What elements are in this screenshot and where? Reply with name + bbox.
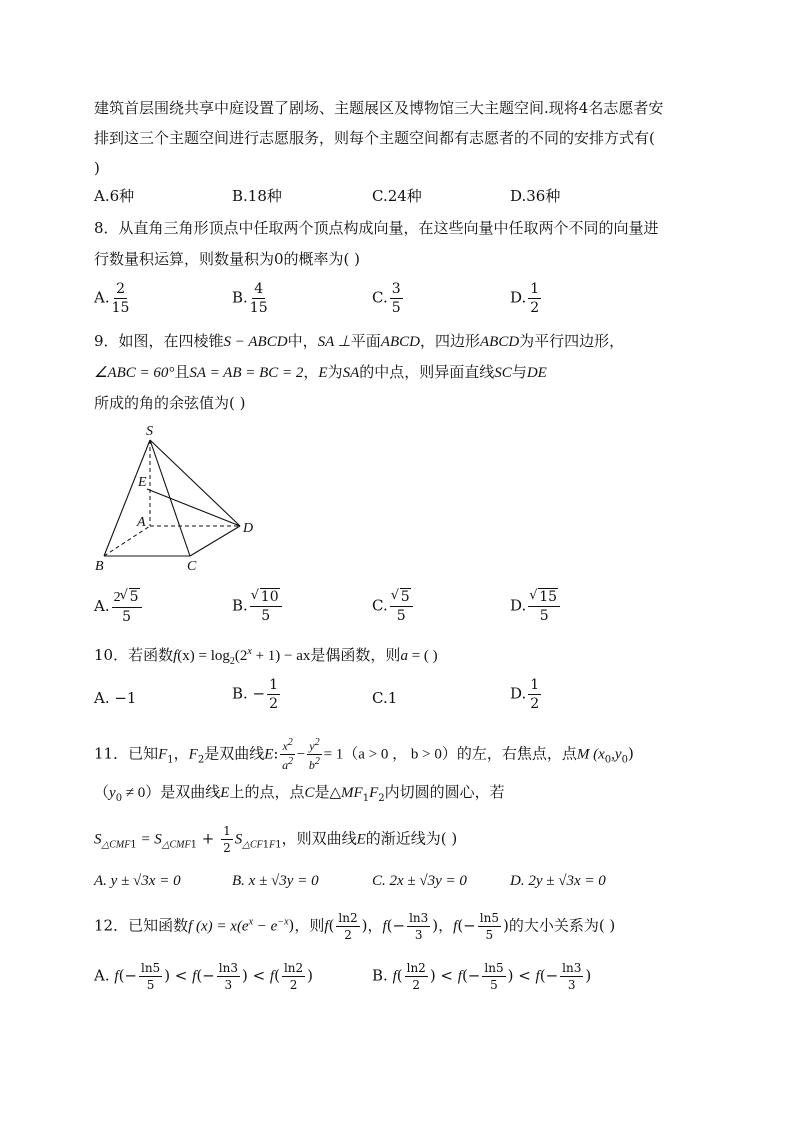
q11-line-2: $(y_0 \ne 0)$是双曲线E上的点，点C是$\triangle MF_1F_2$内切圆的圆心，若 bbox=[94, 783, 505, 804]
q7-option-b: B.18种 bbox=[232, 187, 282, 205]
label-c: C bbox=[187, 559, 197, 574]
q11-line-1: 11．已知$F_1$，$F_2$是双曲线E: $\frac{x^2}{a^2}$ − $\frac{y^2}{b^2}$ = 1（a > 0 ， b > 0）的左，右焦点，点M $(x_0,y_0)$ bbox=[94, 737, 634, 772]
q8-option-b: B. $\frac{4}{15}$ bbox=[232, 281, 268, 316]
q8-option-c: C. $\frac{3}{5}$ bbox=[372, 281, 401, 316]
pyramid-figure bbox=[92, 422, 272, 574]
edge-cd bbox=[190, 526, 240, 556]
label-e: E bbox=[138, 475, 147, 490]
q8-option-a: A. $\frac{2}{15}$ bbox=[94, 281, 130, 316]
q12-line-1: 12．已知函数f $(x) = x(e^x - e^{-x})$，则f( $\frac{\ln 2}{2}$ )，f(− $\frac{\ln 3}{3}$ )，f(− $\frac{\ln 5}{5}$ )的大小关系为( ) bbox=[94, 911, 616, 942]
q11-line-3: $S_{\triangle CMF1} = S_{\triangle CMF1}$ + $\frac{1}{2}$ $S_{\triangle CF1F1}$，则双曲线E的渐近线为( ) bbox=[94, 824, 458, 855]
q10-option-d: D. $\frac{1}{2}$ bbox=[510, 677, 540, 712]
q9-option-c: C. √ $\frac{5}{5}$ bbox=[372, 590, 415, 623]
q7-line-1: 建筑首层围绕共享中庭设置了剧场、主题展区及博物馆三大主题空间.现将4名志愿者安 bbox=[94, 99, 664, 117]
q12-option-a: A. f(− $\frac{\ln 5}{5}$ ) < f(− $\frac{\ln 3}{3}$ ) < f( $\frac{\ln 2}{2}$ ) bbox=[94, 961, 314, 992]
q11-option-d: D. 2y ± √3x = 0 bbox=[510, 873, 606, 889]
label-s: S bbox=[146, 424, 153, 439]
edge-sb bbox=[104, 440, 150, 556]
label-a: A bbox=[137, 515, 146, 530]
q11-option-a: A. y ± √3x = 0 bbox=[94, 873, 181, 889]
q7-option-c: C.24种 bbox=[372, 187, 422, 205]
q9-line-1: 9．如图，在四棱锥S − ABCD中，SA ⊥平面ABCD，四边形ABCD为平行四边形， bbox=[94, 332, 625, 350]
label-b: B bbox=[95, 559, 104, 574]
edge-sd bbox=[150, 440, 240, 526]
q8-option-d: D. $\frac{1}{2}$ bbox=[510, 281, 540, 316]
q8-line-1: 8．从直角三角形顶点中任取两个顶点构成向量，在这些向量中任取两个不同的向量进 bbox=[94, 219, 659, 237]
q7-option-d: D.36种 bbox=[510, 187, 561, 205]
q9-option-a: A. $\frac{2√ 5}{5}$ bbox=[94, 590, 144, 624]
q11-option-b: B. x ± √3y = 0 bbox=[232, 873, 319, 889]
q10-option-b: B. − $\frac{1}{2}$ bbox=[232, 677, 279, 712]
q9-option-d: D. √ $\frac{15}{5}$ bbox=[510, 590, 562, 623]
q7-option-a: A.6种 bbox=[94, 187, 135, 205]
q7-line-3: ) bbox=[94, 159, 100, 177]
edge-ba bbox=[104, 526, 150, 556]
q7-line-2: 排到这三个主题空间进行志愿服务，则每个主题空间都有志愿者的不同的安排方式有( bbox=[94, 129, 655, 147]
q8-line-2: 行数量积运算，则数量积为0的概率为( ) bbox=[94, 250, 361, 268]
q9-line-2: ∠ABC = 60°且SA = AB = BC = 2，E为SA的中点，则异面直线SC与DE bbox=[94, 363, 547, 381]
q10-option-a: A. −1 bbox=[94, 689, 137, 707]
q10-option-c: C.1 bbox=[372, 689, 398, 707]
label-d: D bbox=[243, 521, 254, 536]
q11-option-c: C. 2x ± √3y = 0 bbox=[372, 873, 467, 889]
q12-option-b: B. f( $\frac{\ln 2}{2}$ ) < f(− $\frac{\ln 5}{5}$ ) < f(− $\frac{\ln 3}{3}$ ) bbox=[372, 961, 592, 992]
segment-ed bbox=[147, 489, 240, 526]
q9-option-b: B. √ $\frac{10}{5}$ bbox=[232, 590, 284, 623]
q10-line-1: 10．若函数$f(x) = \log_2(2^x + 1)$ − ax是偶函数，则a = ( ) bbox=[94, 646, 438, 667]
q9-line-3: 所成的角的余弦值为( ) bbox=[94, 394, 246, 412]
